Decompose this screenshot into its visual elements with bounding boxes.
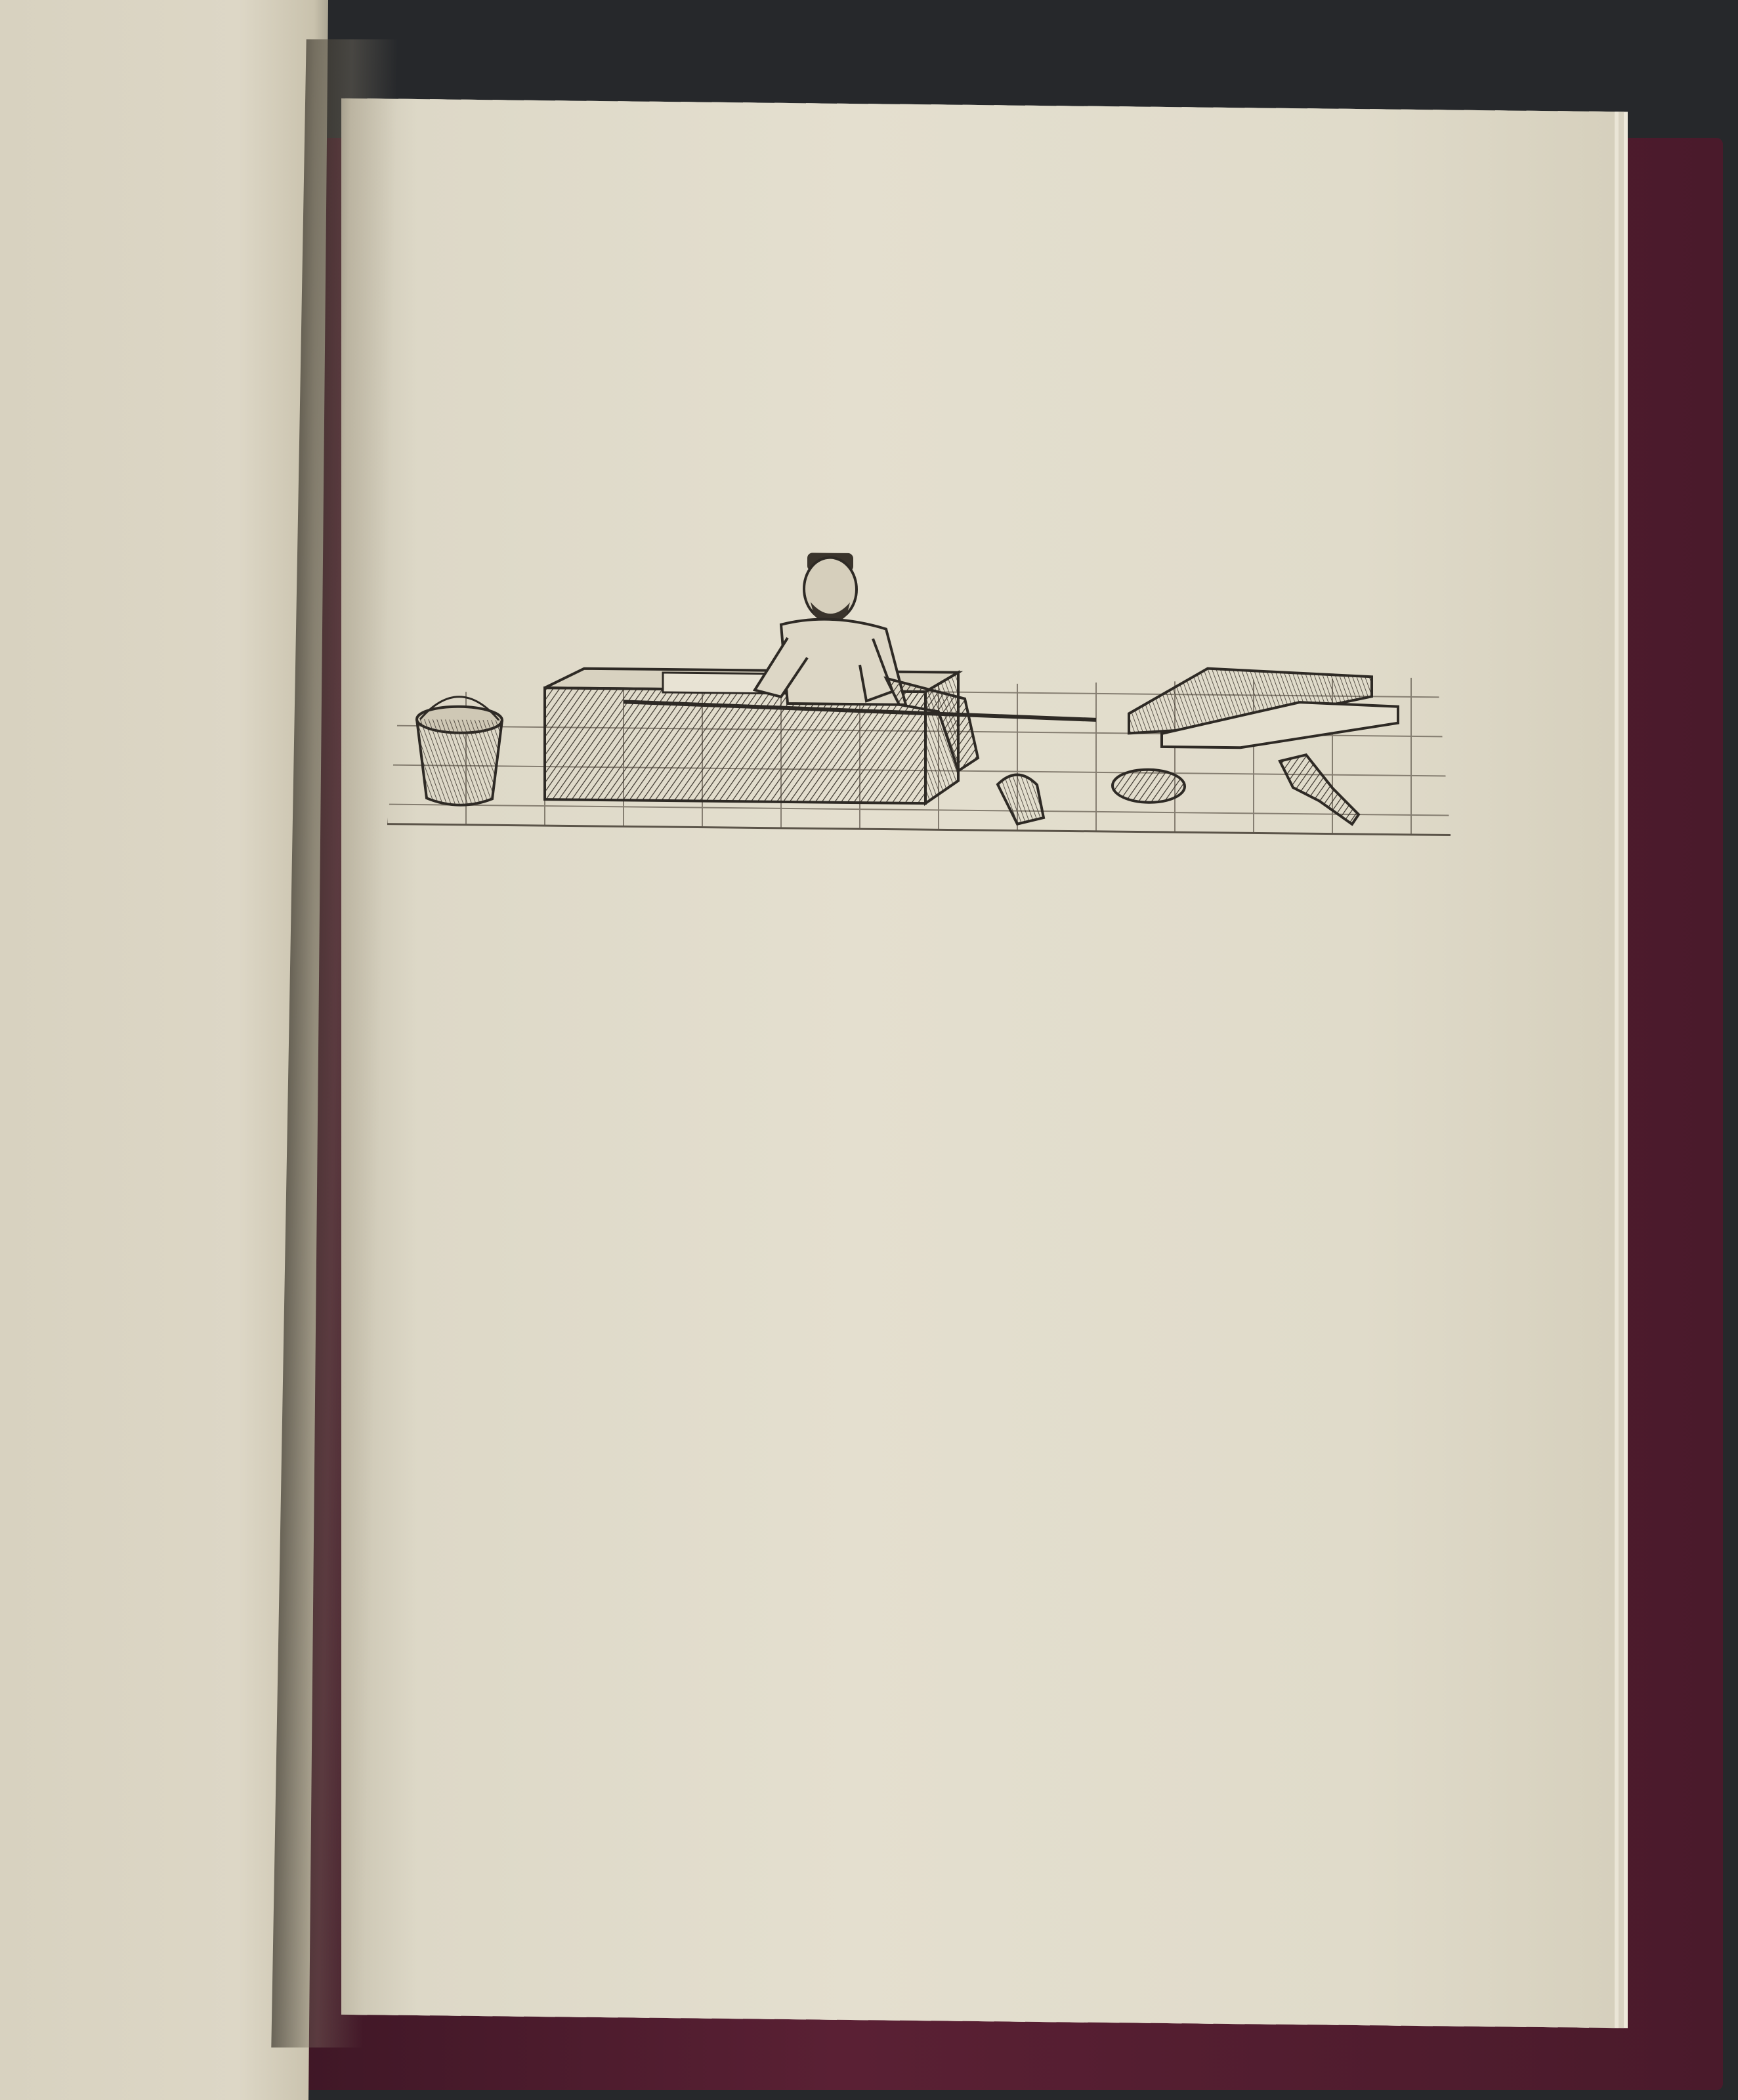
engraving-illustration <box>387 411 1451 842</box>
left-page-text <box>0 26 328 45</box>
top-paragraph <box>400 257 1405 267</box>
right-page <box>341 98 1615 2028</box>
page-number <box>788 195 1050 198</box>
bucket-drawing <box>417 696 502 805</box>
body-text <box>400 939 1405 950</box>
